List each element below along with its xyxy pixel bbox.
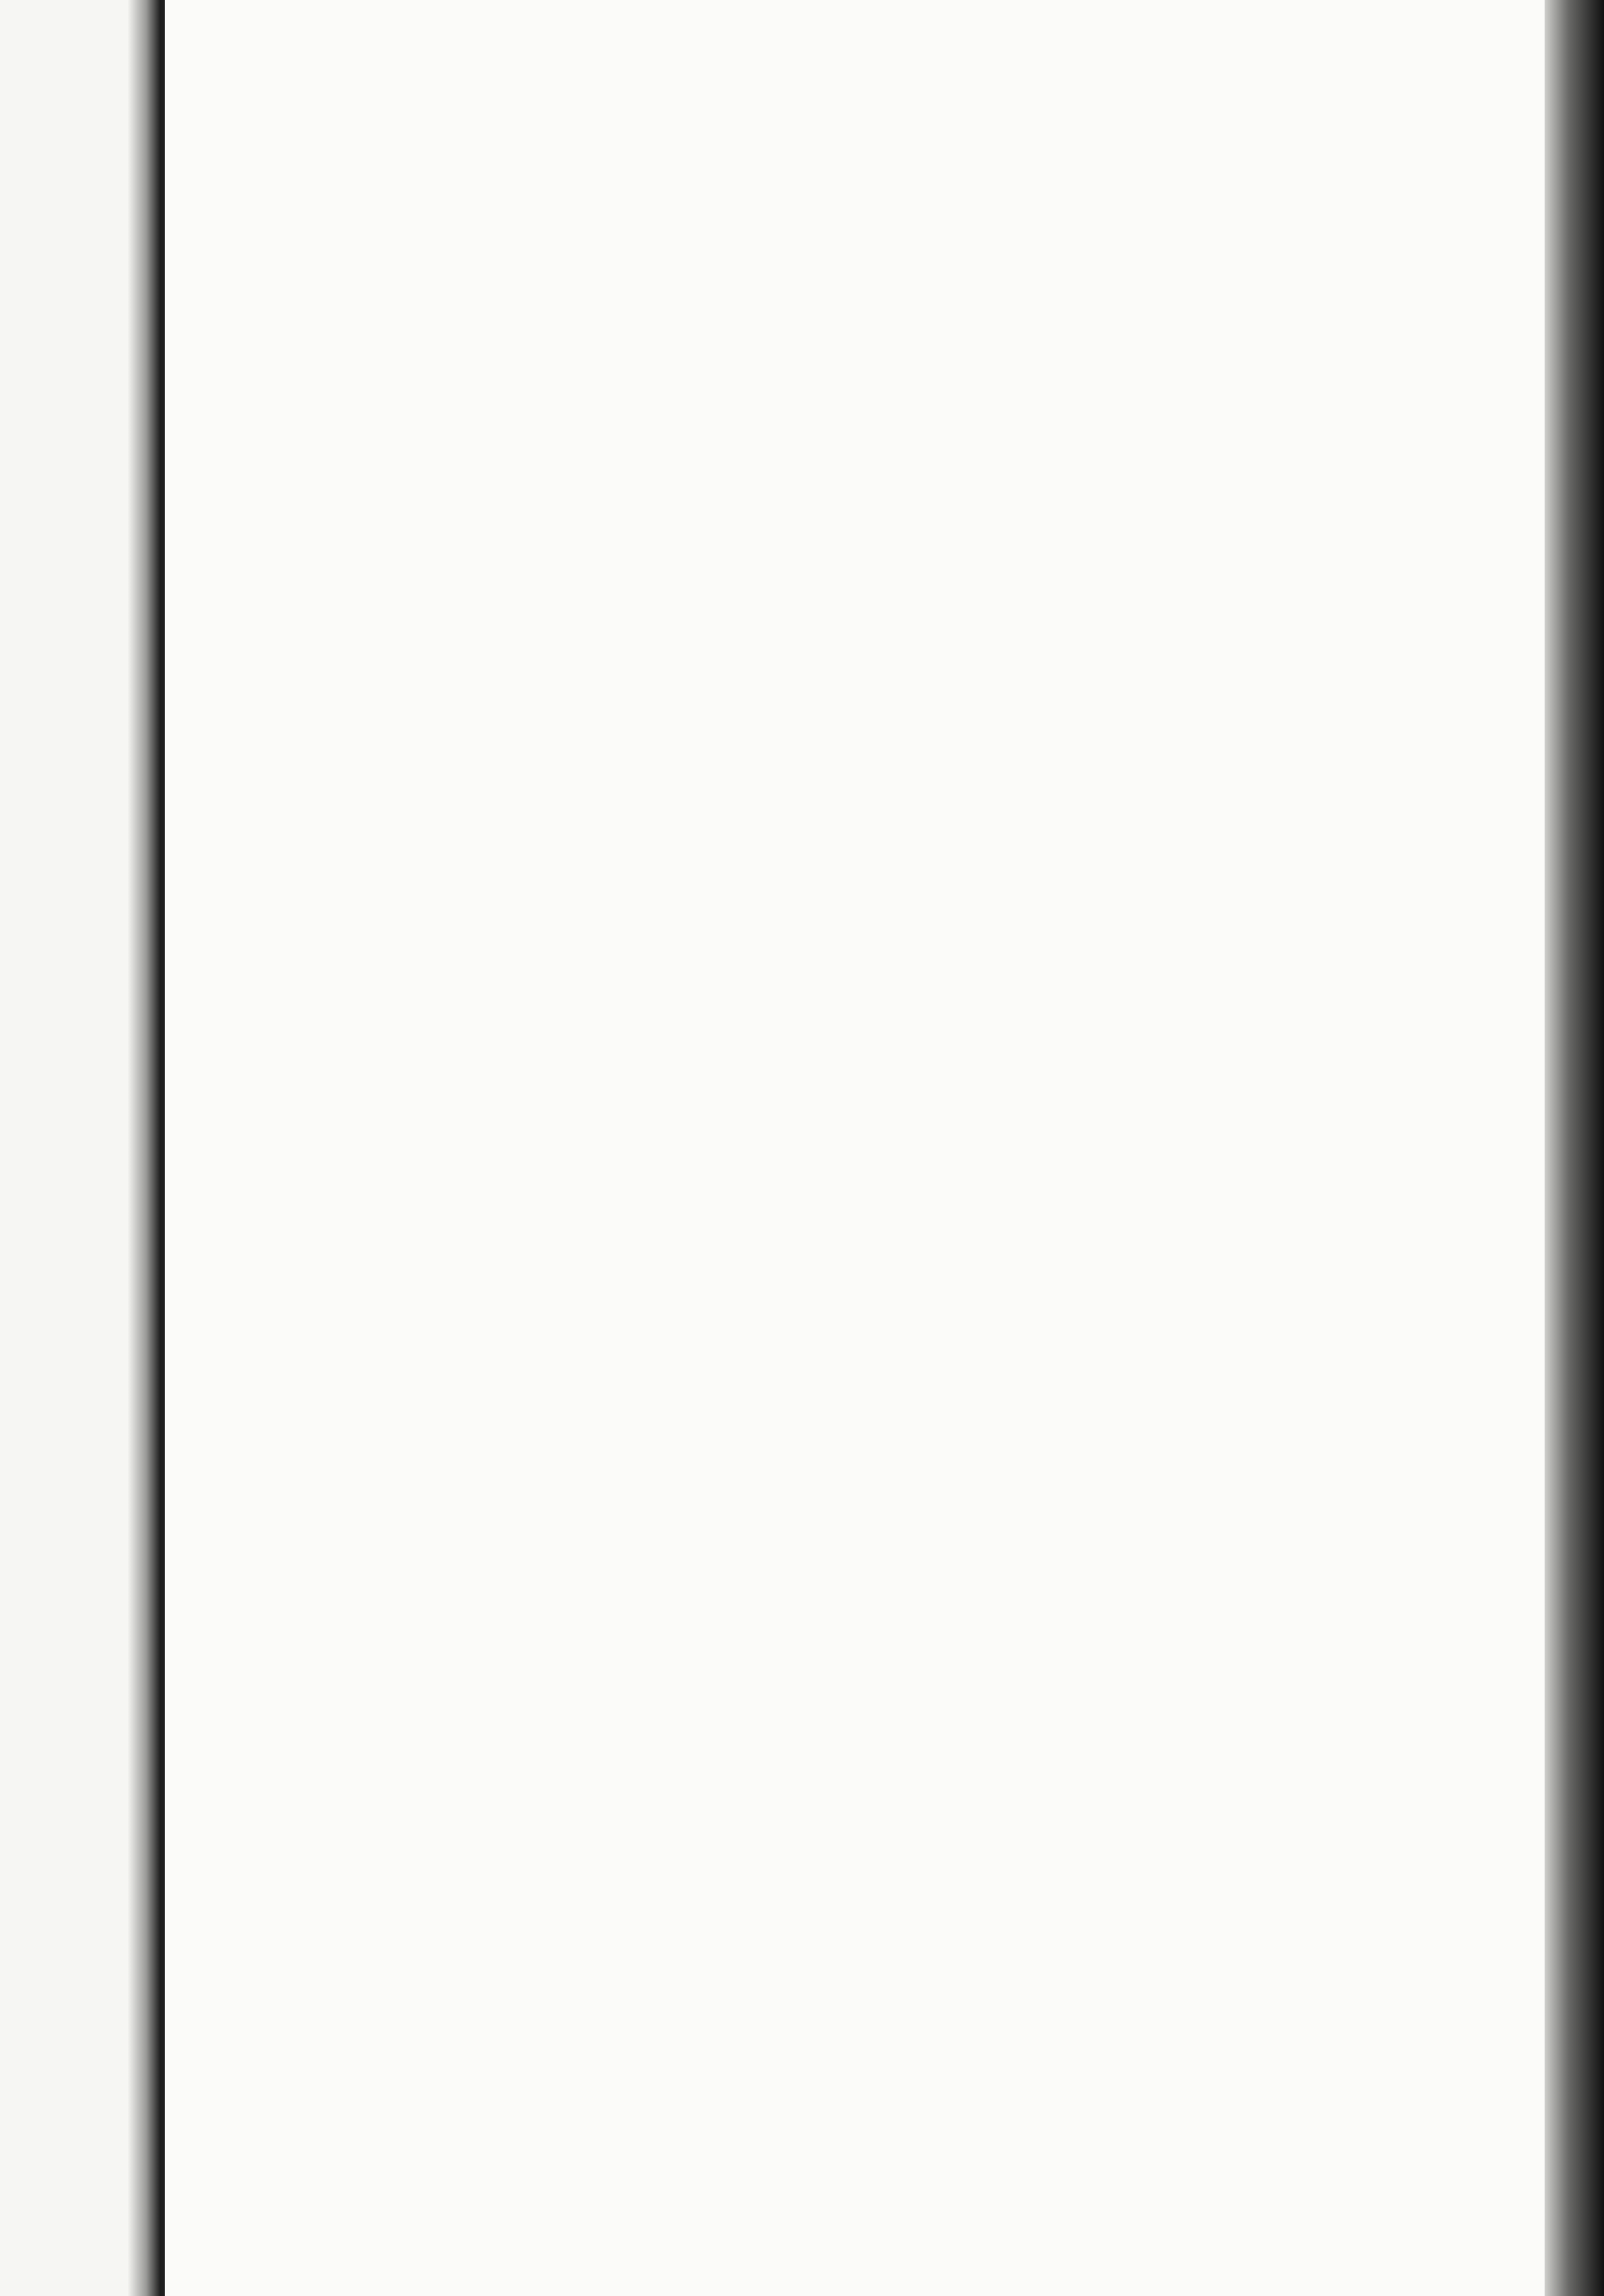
book-gutter — [128, 0, 161, 2296]
tariff-page — [161, 0, 1549, 2296]
page-edge — [1545, 0, 1604, 2296]
